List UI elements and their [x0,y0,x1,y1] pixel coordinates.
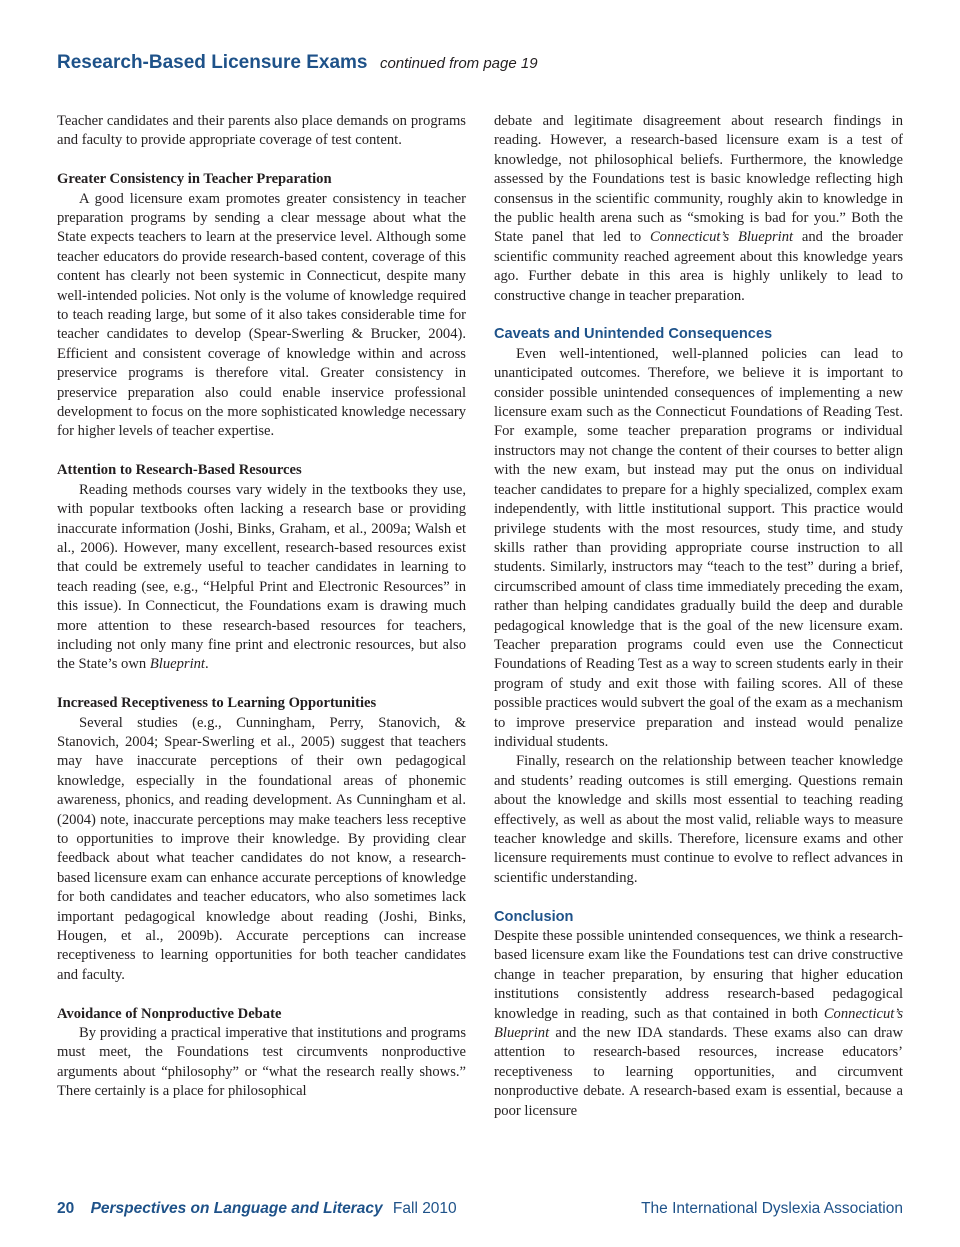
conclusion-text-end: and the new IDA standards. These exams also can draw attention to research-based resources, increase educators’ receptiveness to learning opportunities, and circumvent nonproductive debate. A research-based exam is essential, because a poor licensure [494,1025,903,1119]
page-footer [57,1200,903,1224]
paragraph-gap [57,985,466,1004]
issue-label: Fall 2010 [392,1200,457,1217]
conclusion-paragraph [494,927,903,1121]
resources-text: Reading methods courses vary widely in the textbooks they use, with popular textbooks often lacking a research base or providing inaccurate information (Joshi, Binks, Graham, et al., 2009a; Walsh et al., 2006). However, many excellent, research-based resources exist that could be extremely useful to teacher candidates in learning to teach reading (see, e.g., “Helpful Print and Electronic Resources” in this issue). In Connecticut, the Foundations exam is drawing much more attention to these research-based resources for teachers, including not only many fine print and electronic resources, but also the State’s own [57,481,466,673]
intro-paragraph: Teacher candidates and their parents also place demands on programs and faculty to provide appropriate coverage of test content. [57,113,466,149]
section-heading-debate: Avoidance of Nonproductive Debate [57,1005,282,1022]
section-heading-receptiveness: Increased Receptiveness to Learning Opportunities [57,695,377,712]
debate-cont-text: debate and legitimate disagreement about research findings in reading. However, a research-based licensure exam is a test of knowledge, not philosophical beliefs. Furthermore, the knowledge assessed by the Foundations test is basic knowledge reflecting high consensus in the scientific community, roughly akin to knowledge in the public health arena such as “smoking is bad for you.” Both the State panel that led to [494,113,903,246]
section-heading-caveats: Caveats and Unintended Consequences [494,326,773,343]
continued-note: continued from page 19 [379,55,538,72]
paragraph-gap [494,888,903,907]
organization-name: The International Dyslexia Association [641,1200,903,1217]
paragraph-gap [57,151,466,170]
running-header [57,52,917,82]
ct-blueprint-italic: Connecticut’s Blueprint [649,229,794,246]
section-heading-consistency: Greater Consistency in Teacher Preparation [57,171,332,188]
ct-blueprint-italic-2: Connecticut’s Blueprint [494,1005,904,1042]
page-number: 20 [57,1200,75,1217]
section-heading-conclusion: Conclusion [494,908,574,925]
resources-end: . [204,656,209,673]
article-title: Research-Based Licensure Exams [57,52,368,73]
caveats-paragraph-1: Even well-intentioned, well-planned policies can lead to unanticipated outcomes. Therefore, we believe it is important to consider possible unintended consequences of implementing a new licensure exam such as the Connecticut Foundations of Reading Test. For example, some teacher preparation programs or individual instructors may not change the content of their courses to better align with the new exam, but instead may put the onus on individual teacher candidates to prepare for a highly specialized, complex exam independently, with little institutional support. This practice would privilege students with the most resources, study time, and study skills rather than providing appropriate course instruction to all students. Similarly, instructors may “teach to the test” during a brief, circumscribed amount of class time immediately preceding the exam, rather than helping candidates gradually build the deep and durable pedagogical knowledge that is the goal of the new licensure exam. Teacher preparation programs could even use the Connecticut Foundations of Reading Test as a way to screen students early in their program of study and exit those with failing scores. All of these possible practices would subvert the goal of the exam as a mechanism to improve preservice preparation and instead would penalize individual students. [494,345,903,750]
caveats-paragraph-2: Finally, research on the relationship between teacher knowledge and students’ reading outcomes is still emerging. Questions remain about the knowledge and skills most essential to teaching reading effectively, as well as about the most valid, reliable ways to measure teacher knowledge and skills. Therefore, licensure exams and other licensure requirements must continue to evolve to reflect advances in scientific understanding. [494,753,903,886]
left-column [57,112,466,1102]
debate-cont-text-end: and the broader scientific community reached agreement about this knowledge years ago. Further debate in this area is highly unlikely to lead to constructive change in teacher preparation. [494,229,904,304]
debate-continued-paragraph [494,112,903,306]
journal-title: Perspectives on Language and Literacy [90,1200,383,1217]
paragraph-gap [494,306,903,325]
paragraph-gap [57,442,466,461]
conclusion-text: Despite these possible unintended consequences, we think a research-based licensure exam like the Foundations test can drive constructive change in teacher preparation, by ensuring that higher education institutions consistently address research-based pedagogical knowledge in reading, such as that contained in both [494,928,903,1022]
consistency-paragraph: A good licensure exam promotes greater consistency in teacher preparation programs by sending a clear message about what the State expects teachers to learn at the preservice level. Although some teacher educators do provide research-based content, coverage of this content has clearly not been systemic in Connecticut, despite many well-intended policies. Not only is the volume of knowledge required to teach reading large, but some of it also takes considerable time for teacher candidates to develop (Spear-Swerling & Brucker, 2004). Efficient and consistent coverage of knowledge within and across preservice programs is therefore vital. Greater consistency in preservice preparation also could enable inservice professional development to focus on the more sophisticated knowledge necessary for higher levels of teacher expertise. [57,190,466,440]
receptiveness-paragraph: Several studies (e.g., Cunningham, Perry, Stanovich, & Stanovich, 2004; Spear-Swerling et al., 2005) suggest that teachers may have inaccurate perceptions of their own pedagogical knowledge, especially in the foundational areas of phonemic awareness, phonics, and reading development. As Cunningham et al. (2004) note, inaccurate perceptions may make teachers less receptive to opportunities to improve their knowledge. By providing clear feedback about what teacher candidates do not know, a research-based licensure exam can enhance accurate perceptions of knowledge for both candidates and teacher educators, who also sometimes lack important pedagogical knowledge about reading (Joshi, Binks, Hougen, et al., 2009b). Accurate perceptions can increase receptiveness to learning opportunities for both teacher candidates and faculty. [57,714,466,983]
right-column [494,112,903,1121]
resources-paragraph [57,481,466,675]
paragraph-gap [57,675,466,694]
debate-paragraph: By providing a practical imperative that institutions and programs must meet, the Foundations test circumvents nonproductive arguments about “philosophy” or “what the research really shows.” There certainly is a place for philosophical [57,1025,466,1100]
section-heading-resources: Attention to Research-Based Resources [57,462,302,479]
blueprint-italic: Blueprint [149,656,205,673]
